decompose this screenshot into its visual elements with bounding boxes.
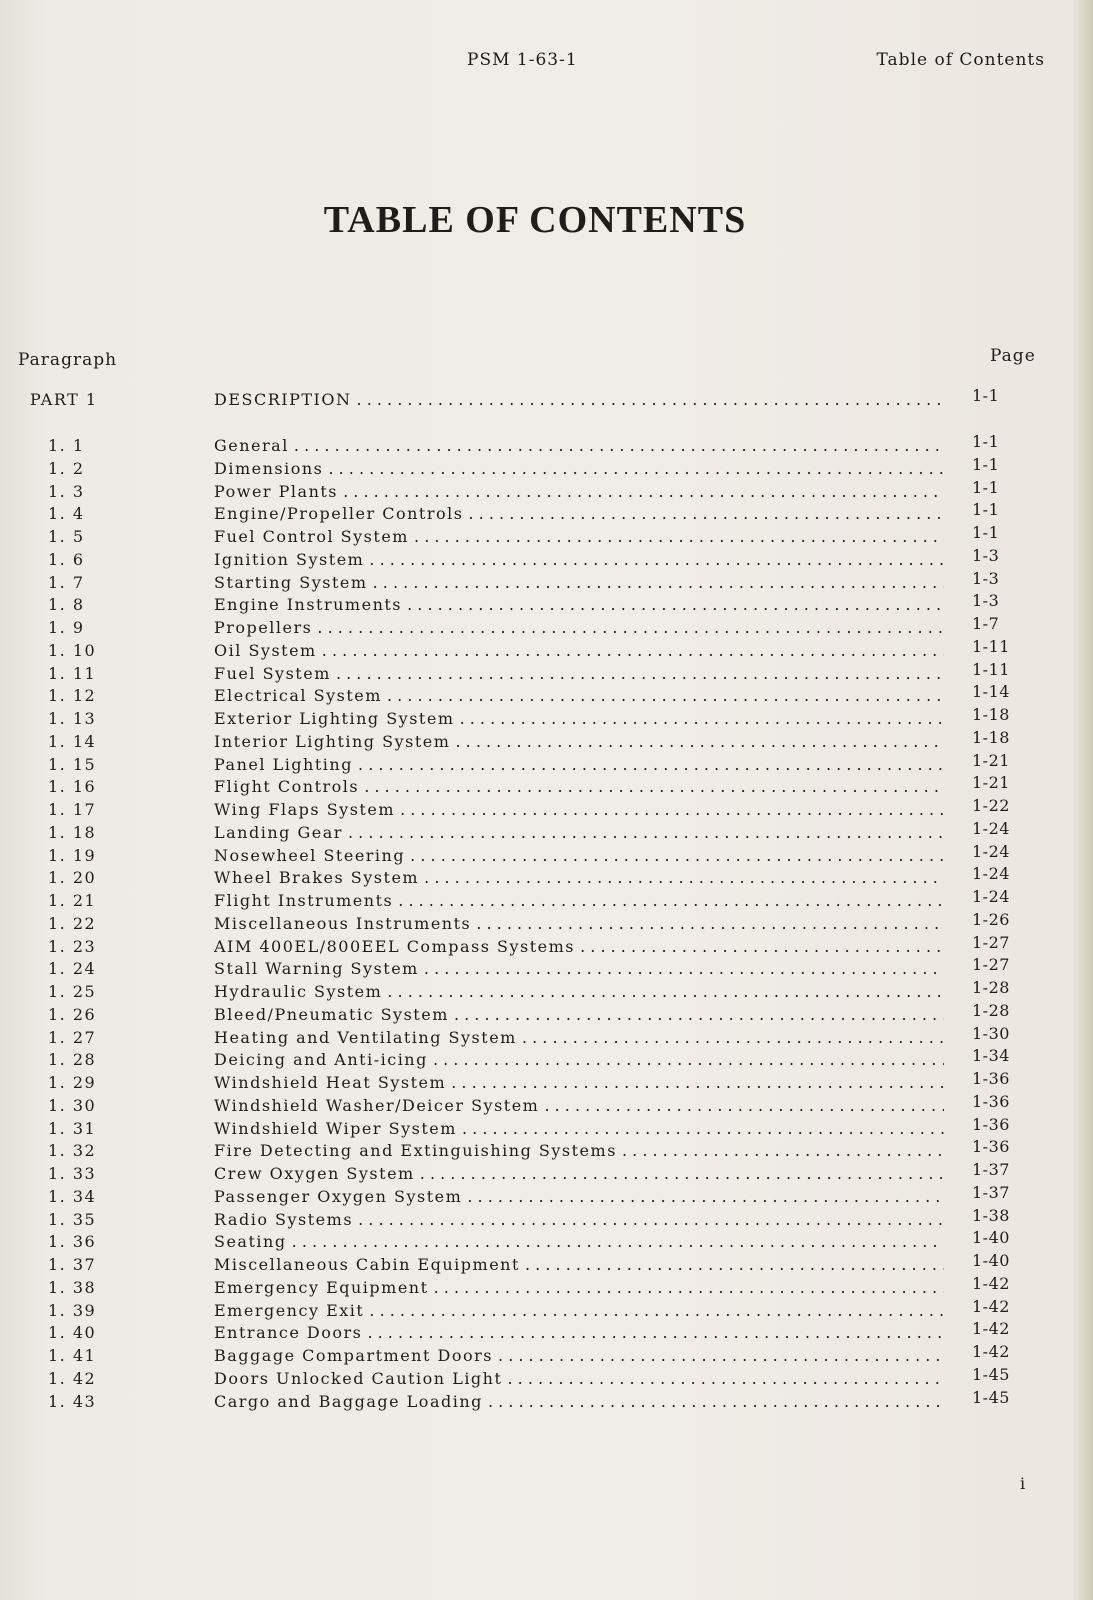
- toc-entry-number: 1. 27: [48, 1027, 97, 1047]
- column-heading-paragraph: Paragraph: [18, 350, 118, 370]
- toc-entry: [0, 591, 1070, 617]
- toc-entry-page: 1-3: [972, 568, 1000, 588]
- toc-entry-number: 1. 4: [48, 504, 85, 524]
- toc-entry-number: 1. 38: [48, 1277, 97, 1297]
- toc-entry-page: 1-28: [972, 978, 1010, 997]
- toc-entry-number: 1. 3: [48, 481, 85, 501]
- toc-entry-page: 1-42: [972, 1342, 1010, 1361]
- toc-entry: [0, 705, 1070, 731]
- toc-entry-number: 1. 19: [48, 845, 97, 865]
- toc-entry-number: 1. 20: [48, 868, 97, 888]
- toc-entry-page: 1-37: [972, 1160, 1010, 1179]
- toc-entry: [0, 887, 1070, 913]
- toc-entry: [0, 614, 1070, 640]
- toc-entry-page: 1-36: [972, 1114, 1010, 1134]
- toc-entry-page: 1-11: [972, 636, 1010, 656]
- toc-entry-title: Flight Instruments . . .: [214, 891, 944, 910]
- toc-entry-page: 1-36: [972, 1137, 1010, 1157]
- toc-entry-page: 1-45: [972, 1364, 1010, 1384]
- toc-entry-page: 1-18: [972, 727, 1010, 747]
- toc-entry-title: AIM 400EL/800EEL Compass Systems . . .: [214, 937, 944, 956]
- toc-entry: [0, 1342, 1070, 1368]
- toc-entry-number: 1. 37: [48, 1255, 97, 1274]
- toc-entry-page: 1-36: [972, 1069, 1010, 1088]
- toc-entry-number: 1. 36: [48, 1232, 97, 1252]
- toc-entry-title: Engine/Propeller Controls . . .: [214, 504, 944, 523]
- toc-entry-number: 1. 7: [48, 572, 85, 592]
- toc-entry: [0, 864, 1070, 890]
- toc-entry-page: 1-1: [972, 500, 1000, 520]
- toc-entry-page: 1-1: [972, 523, 1000, 542]
- toc-entry: [0, 773, 1070, 799]
- toc-entry-page: 1-37: [972, 1182, 1010, 1202]
- toc-entry-page: 1-24: [972, 818, 1010, 838]
- toc-entry-page: 1-42: [972, 1273, 1010, 1293]
- toc-entry-title: Fuel System . . .: [214, 664, 944, 683]
- toc-entry-page: 1-21: [972, 750, 1010, 770]
- toc-entry-number: 1. 35: [48, 1209, 97, 1229]
- toc-entry-title: Miscellaneous Instruments . . .: [214, 914, 944, 933]
- toc-entry-number: 1. 14: [48, 731, 97, 751]
- toc-entry: [0, 909, 1070, 936]
- toc-entry-number: 1. 8: [48, 595, 85, 615]
- toc-entry: [0, 1319, 1070, 1345]
- toc-entry-page: 1-3: [972, 545, 1000, 565]
- toc-entry-title: Emergency Equipment . . .: [214, 1278, 944, 1297]
- toc-entry-number: 1. 17: [48, 800, 97, 819]
- toc-entry: [0, 1296, 1070, 1323]
- toc-entry: [0, 1000, 1070, 1027]
- toc-entry: [0, 659, 1070, 686]
- toc-entry: [0, 477, 1070, 504]
- toc-entry: [0, 432, 1070, 458]
- toc-entry-page: 1-1: [972, 454, 1000, 474]
- toc-entry: [0, 568, 1070, 595]
- toc-entry-title: Miscellaneous Cabin Equipment . . .: [214, 1255, 944, 1274]
- toc-entry: [0, 454, 1070, 481]
- toc-entry-title: Deicing and Anti-icing . . .: [214, 1050, 944, 1069]
- toc-entry-page: 1-1: [972, 477, 1000, 497]
- toc-entry-number: 1. 42: [48, 1368, 97, 1388]
- toc-entry-title: General . . .: [214, 436, 944, 455]
- toc-entry: [0, 1182, 1070, 1209]
- toc-entry-number: 1. 6: [48, 549, 85, 569]
- toc-entry: [0, 978, 1070, 1004]
- toc-entry-number: 1. 33: [48, 1164, 97, 1183]
- toc-entry-number: 1. 30: [48, 1095, 97, 1115]
- toc-entry: [0, 523, 1070, 549]
- toc-entry-title: Wing Flaps System . . .: [214, 800, 944, 819]
- toc-entry-number: 1. 32: [48, 1141, 97, 1161]
- toc-entry-title: Nosewheel Steering . . .: [214, 846, 944, 865]
- toc-entry-title: Entrance Doors . . .: [214, 1323, 944, 1342]
- toc-entry-title: Stall Warning System . . .: [214, 959, 944, 978]
- toc-entry-page: 1-11: [972, 659, 1010, 679]
- toc-entry-number: 1. 23: [48, 936, 97, 956]
- toc-entry-title: Engine Instruments . . .: [214, 595, 944, 614]
- toc-entry: [0, 932, 1070, 959]
- toc-entry-title: Electrical System . . .: [214, 686, 944, 705]
- toc-entry-title: Cargo and Baggage Loading . . .: [214, 1392, 944, 1411]
- toc-entry-title: Panel Lighting . . .: [214, 755, 944, 774]
- toc-entry-title: Crew Oxygen System . . .: [214, 1164, 944, 1183]
- toc-entry-page: 1-21: [972, 773, 1010, 793]
- toc-entry-page: 1-40: [972, 1228, 1010, 1248]
- toc-entry-page: 1-3: [972, 591, 1000, 611]
- toc-entry-title: Passenger Oxygen System . . .: [214, 1187, 944, 1206]
- toc-entry-title: Windshield Washer/Deicer System . . .: [214, 1096, 944, 1115]
- toc-entry: [0, 500, 1070, 526]
- toc-entry: [0, 841, 1070, 868]
- toc-entry-number: 1. 28: [48, 1050, 97, 1070]
- header-section-title: Table of Contents: [876, 50, 1045, 70]
- toc-entry-title: Power Plants . . .: [214, 482, 944, 501]
- toc-entry-page: 1-24: [972, 841, 1010, 861]
- header-doc-id: PSM 1-63-1: [467, 50, 578, 70]
- toc-entry-number: 1. 9: [48, 618, 85, 637]
- toc-entry-title: Hydraulic System . . .: [214, 982, 944, 1001]
- toc-entry-page: 1-28: [972, 1000, 1010, 1020]
- toc-entry-number: 1. 16: [48, 777, 97, 797]
- toc-entry-number: 1. 31: [48, 1118, 97, 1138]
- toc-entry-title: Dimensions . . .: [214, 459, 944, 478]
- toc-entry-page: 1-24: [972, 864, 1010, 884]
- toc-entry: [0, 1160, 1070, 1186]
- toc-entry-title: Radio Systems . . .: [214, 1210, 944, 1229]
- toc-entry-number: 1. 22: [48, 913, 97, 933]
- toc-entry: [0, 727, 1070, 754]
- toc-entry-page: 1-7: [972, 614, 1000, 633]
- toc-entry: [0, 1387, 1070, 1414]
- toc-entry-title: Wheel Brakes System . . .: [214, 868, 944, 887]
- toc-entry-page: 1-27: [972, 955, 1010, 975]
- toc-entry-title: Exterior Lighting System . . .: [214, 709, 944, 728]
- toc-entry-title: Emergency Exit . . .: [214, 1301, 944, 1320]
- toc-entry-title: Baggage Compartment Doors . . .: [214, 1346, 944, 1365]
- toc-entry: [0, 1251, 1070, 1277]
- toc-entry: [0, 1046, 1070, 1072]
- toc-entry-title: Ignition System . . .: [214, 550, 944, 569]
- toc-entry-title: Landing Gear . . .: [214, 823, 944, 842]
- part-page: 1-1: [972, 386, 1000, 405]
- toc-entry-number: 1. 24: [48, 959, 97, 979]
- toc-entry: [0, 636, 1070, 663]
- toc-entry-title: Interior Lighting System . . .: [214, 732, 944, 751]
- toc-entry-number: 1. 40: [48, 1323, 97, 1343]
- toc-entry-number: 1. 12: [48, 686, 97, 706]
- toc-entry-number: 1. 13: [48, 709, 97, 728]
- toc-entry-number: 1. 34: [48, 1186, 97, 1206]
- toc-entry: [0, 1273, 1070, 1300]
- toc-entry-number: 1. 41: [48, 1346, 97, 1365]
- toc-entry-page: 1-42: [972, 1319, 1010, 1339]
- toc-entry-page: 1-36: [972, 1091, 1010, 1111]
- toc-entry-number: 1. 10: [48, 640, 97, 660]
- toc-entry-page: 1-24: [972, 887, 1010, 906]
- toc-entry-page: 1-42: [972, 1296, 1010, 1316]
- toc-entry-page: 1-26: [972, 909, 1010, 929]
- toc-entry-number: 1. 11: [48, 663, 97, 683]
- page-number: i: [1020, 1474, 1026, 1493]
- toc-part-row: [0, 386, 1070, 412]
- toc-entry-number: 1. 26: [48, 1004, 97, 1024]
- toc-entry-number: 1. 2: [48, 458, 85, 478]
- toc-entry-number: 1. 39: [48, 1300, 97, 1320]
- toc-entry: [0, 1205, 1070, 1232]
- toc-entry: [0, 1137, 1070, 1163]
- toc-entry-number: 1. 21: [48, 891, 97, 910]
- column-heading-page: Page: [990, 346, 1036, 366]
- toc-entry-title: Heating and Ventilating System . . .: [214, 1028, 944, 1047]
- toc-entry-title: Flight Controls . . .: [214, 777, 944, 796]
- part-title: DESCRIPTION . . .: [214, 390, 944, 409]
- page-edge: [1073, 0, 1093, 1600]
- toc-entry-number: 1. 18: [48, 822, 97, 842]
- toc-entry-title: Fuel Control System . . .: [214, 527, 944, 546]
- toc-entry-page: 1-38: [972, 1205, 1010, 1225]
- toc-entry-page: 1-14: [972, 682, 1010, 702]
- toc-entry-page: 1-27: [972, 932, 1010, 952]
- toc-entry-number: 1. 1: [48, 436, 85, 455]
- toc-entry-title: Fire Detecting and Extinguishing Systems . . .: [214, 1141, 944, 1160]
- toc-entry-page: 1-30: [972, 1023, 1010, 1043]
- toc-entry: [0, 1228, 1070, 1254]
- toc-entry-page: 1-22: [972, 796, 1010, 815]
- toc-entry: [0, 1114, 1070, 1141]
- toc-entry-title: Oil System . . .: [214, 641, 944, 660]
- toc-entry-number: 1. 15: [48, 754, 97, 774]
- toc-entry: [0, 955, 1070, 981]
- toc-entry: [0, 1069, 1070, 1095]
- toc-entry-title: Propellers . . .: [214, 618, 944, 637]
- toc-entry-page: 1-34: [972, 1046, 1010, 1066]
- toc-entry: [0, 750, 1070, 777]
- toc-entry: [0, 545, 1070, 572]
- page-title: TABLE OF CONTENTS: [323, 199, 747, 241]
- toc-entry-number: 1. 43: [48, 1391, 97, 1411]
- toc-entry-page: 1-18: [972, 705, 1010, 724]
- toc-entry-title: Starting System . . .: [214, 573, 944, 592]
- toc-entry-number: 1. 5: [48, 527, 85, 546]
- toc-entry-title: Doors Unlocked Caution Light . . .: [214, 1369, 944, 1388]
- toc-entry-page: 1-45: [972, 1387, 1010, 1407]
- toc-entry-title: Bleed/Pneumatic System . . .: [214, 1005, 944, 1024]
- toc-entry-title: Windshield Wiper System . . .: [214, 1119, 944, 1138]
- toc-entry: [0, 1023, 1070, 1050]
- toc-entry-page: 1-40: [972, 1251, 1010, 1270]
- toc-entry-title: Seating . . .: [214, 1232, 944, 1251]
- toc-entry: [0, 1091, 1070, 1118]
- toc-entry-number: 1. 25: [48, 982, 97, 1001]
- toc-entry: [0, 818, 1070, 845]
- toc-entry: [0, 682, 1070, 708]
- toc-entry-page: 1-1: [972, 432, 1000, 451]
- part-number: PART 1: [30, 390, 98, 409]
- toc-entry-title: Windshield Heat System . . .: [214, 1073, 944, 1092]
- toc-entry-number: 1. 29: [48, 1073, 97, 1092]
- toc-entry: [0, 796, 1070, 822]
- toc-entry: [0, 1364, 1070, 1391]
